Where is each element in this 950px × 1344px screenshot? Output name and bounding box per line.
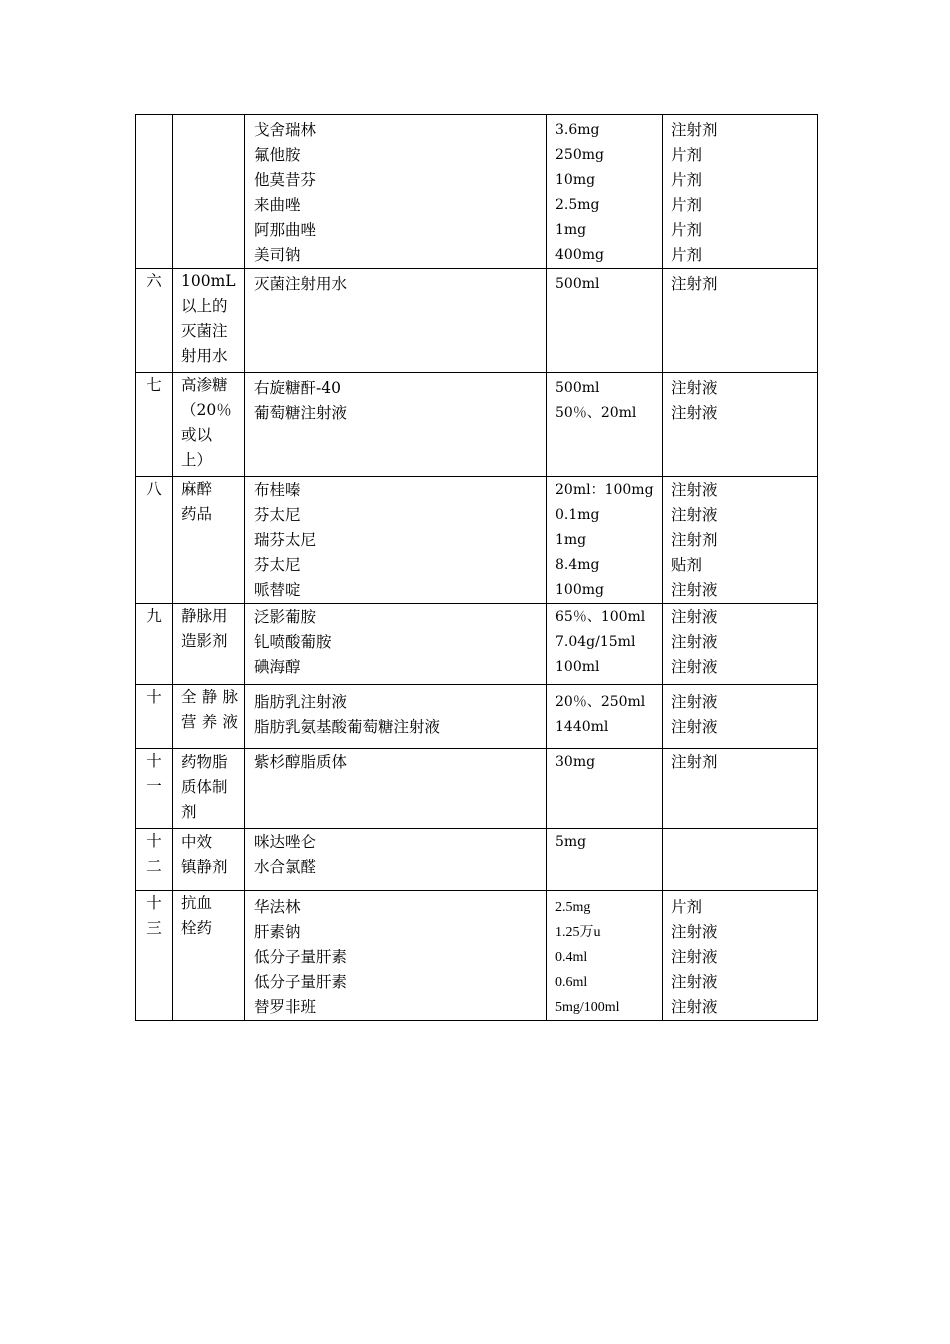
- drug-spec-cell: [547, 373, 663, 477]
- drug-form-cell: [663, 829, 818, 891]
- row-number-cell: [136, 604, 173, 685]
- drug-spec: 5mg: [555, 834, 587, 850]
- category-label: （20％: [181, 401, 232, 419]
- drug-name: 阿那曲唑: [254, 221, 317, 239]
- drug-name: 华法林: [254, 898, 301, 916]
- row-number: 八: [146, 480, 162, 498]
- drug-form-cell: [663, 891, 818, 1021]
- drug-name-cell: [245, 269, 547, 373]
- row-number: 十三: [146, 894, 162, 937]
- drug-name: 脂肪乳注射液: [254, 693, 348, 711]
- dosage-form: 注射剂: [671, 753, 718, 771]
- drug-spec: 0.6ml: [555, 975, 588, 990]
- category-label: 静脉用: [181, 607, 228, 625]
- drug-spec: 1440ml: [555, 719, 609, 735]
- dosage-form: 注射液: [671, 379, 718, 397]
- category-label: 镇静剂: [181, 858, 228, 876]
- dosage-form: 注射剂: [671, 275, 718, 293]
- drug-spec: 100ml: [555, 659, 600, 675]
- drug-form-cell: [663, 269, 818, 373]
- row-number-cell: [136, 891, 173, 1021]
- dosage-form: 注射剂: [671, 121, 718, 139]
- category-cell: [173, 749, 245, 829]
- dosage-form: 片剂: [671, 221, 703, 239]
- table-row: [136, 269, 818, 373]
- row-number: 六: [146, 272, 162, 290]
- category-label: 药品: [181, 505, 213, 523]
- drug-spec: 1mg: [555, 532, 587, 548]
- table-row: [136, 685, 818, 749]
- drug-name: 美司钠: [254, 246, 301, 264]
- dosage-form: 贴剂: [671, 556, 703, 574]
- table-row: [136, 115, 818, 269]
- drug-name: 泛影葡胺: [254, 608, 317, 626]
- drug-spec: 20ml：100mg: [555, 482, 654, 498]
- drug-name-cell: [245, 685, 547, 749]
- table-row: [136, 477, 818, 604]
- drug-spec-cell: [547, 829, 663, 891]
- drug-table: [135, 114, 818, 1021]
- drug-name-cell: [245, 373, 547, 477]
- drug-spec-cell: [547, 115, 663, 269]
- table-row: [136, 749, 818, 829]
- drug-spec: 0.4ml: [555, 950, 588, 965]
- drug-spec: 30mg: [555, 754, 596, 770]
- dosage-form: 注射液: [671, 998, 718, 1016]
- drug-name: 戈舍瑞林: [254, 121, 317, 139]
- drug-spec-cell: [547, 477, 663, 604]
- dosage-form: 注射液: [671, 608, 718, 626]
- drug-name: 芬太尼: [254, 556, 301, 574]
- drug-name: 替罗非班: [254, 998, 317, 1016]
- drug-spec: 8.4mg: [555, 557, 600, 573]
- row-number-cell: [136, 373, 173, 477]
- drug-form-cell: [663, 477, 818, 604]
- drug-spec: 500ml: [555, 276, 600, 292]
- category-label: 营养液: [181, 713, 238, 731]
- row-number-cell: [136, 685, 173, 749]
- drug-name-cell: [245, 829, 547, 891]
- category-label: 或以: [181, 426, 213, 444]
- row-number: [136, 115, 172, 140]
- drug-spec: 1mg: [555, 222, 587, 238]
- drug-name: 芬太尼: [254, 506, 301, 524]
- dosage-form: 片剂: [671, 146, 703, 164]
- dosage-form: 注射液: [671, 973, 718, 991]
- row-number-cell: [136, 829, 173, 891]
- drug-name: 脂肪乳氨基酸葡萄糖注射液: [254, 718, 441, 736]
- drug-name: 布桂嗪: [254, 481, 301, 499]
- category-label: 100mL: [181, 272, 236, 290]
- drug-form-cell: [663, 685, 818, 749]
- row-number-cell: [136, 477, 173, 604]
- category-label: 质体制: [181, 778, 228, 796]
- drug-spec: 0.1mg: [555, 507, 600, 523]
- drug-name-cell: [245, 891, 547, 1021]
- drug-form-cell: [663, 373, 818, 477]
- drug-name: 哌替啶: [254, 581, 301, 599]
- category-label: 抗血: [181, 894, 213, 912]
- category-label: 中效: [181, 833, 213, 851]
- dosage-form: 片剂: [671, 898, 703, 916]
- dosage-form: 片剂: [671, 246, 703, 264]
- category-label: 射用水: [181, 347, 228, 365]
- dosage-form: 注射液: [671, 633, 718, 651]
- category-cell: [173, 115, 245, 269]
- table-row: [136, 891, 818, 1021]
- drug-name: 瑞芬太尼: [254, 531, 317, 549]
- drug-name: 葡萄糖注射液: [254, 404, 348, 422]
- drug-spec-cell: [547, 604, 663, 685]
- dosage-form: 注射液: [671, 506, 718, 524]
- category-label: 麻醉: [181, 480, 213, 498]
- drug-name: 来曲唑: [254, 196, 301, 214]
- drug-spec: 250mg: [555, 147, 604, 163]
- category-cell: [173, 685, 245, 749]
- dosage-form: 注射液: [671, 658, 718, 676]
- row-number: 九: [146, 607, 162, 625]
- drug-spec: 500ml: [555, 380, 600, 396]
- category-label: 全静脉: [181, 688, 238, 706]
- drug-spec: 2.5mg: [555, 197, 600, 213]
- drug-name-cell: [245, 749, 547, 829]
- drug-spec: 65％、100ml: [555, 609, 646, 625]
- drug-spec: 100mg: [555, 582, 604, 598]
- drug-spec: 7.04g/15ml: [555, 634, 636, 650]
- drug-spec: 400mg: [555, 247, 604, 263]
- category-label: 栓药: [181, 919, 213, 937]
- category-label: 高渗糖: [181, 376, 228, 394]
- drug-spec-cell: [547, 269, 663, 373]
- category-cell: [173, 269, 245, 373]
- drug-name: 肝素钠: [254, 923, 301, 941]
- drug-name: 他莫昔芬: [254, 171, 317, 189]
- row-number-cell: [136, 749, 173, 829]
- drug-name: 紫杉醇脂质体: [254, 753, 348, 771]
- drug-name-cell: [245, 604, 547, 685]
- row-number-cell: [136, 269, 173, 373]
- category-cell: [173, 891, 245, 1021]
- drug-spec: 2.5mg: [555, 900, 591, 915]
- drug-form-cell: [663, 115, 818, 269]
- drug-spec: 10mg: [555, 172, 596, 188]
- drug-spec-cell: [547, 891, 663, 1021]
- category-label: 以上的: [181, 297, 228, 315]
- category-label: 灭菌注: [181, 322, 228, 340]
- category-label: 药物脂: [181, 753, 228, 771]
- category-cell: [173, 373, 245, 477]
- category-label: 剂: [181, 803, 197, 821]
- table-row: [136, 604, 818, 685]
- drug-form-cell: [663, 749, 818, 829]
- dosage-form: 注射液: [671, 404, 718, 422]
- dosage-form: 片剂: [671, 171, 703, 189]
- drug-spec: 50％、20ml: [555, 405, 637, 421]
- dosage-form: 注射液: [671, 718, 718, 736]
- row-number: 十二: [146, 832, 162, 875]
- category-cell: [173, 477, 245, 604]
- drug-spec: 20％、250ml: [555, 694, 646, 710]
- row-number: 十: [146, 688, 162, 706]
- drug-name: 氟他胺: [254, 146, 301, 164]
- category-label: 造影剂: [181, 632, 228, 650]
- drug-spec-cell: [547, 749, 663, 829]
- category-label: 上）: [181, 451, 213, 469]
- drug-name: 灭菌注射用水: [254, 275, 348, 293]
- table-row: [136, 373, 818, 477]
- dosage-form: 注射液: [671, 948, 718, 966]
- drug-table-body: [136, 115, 818, 1021]
- drug-name: 水合氯醛: [254, 858, 317, 876]
- drug-spec: 1.25万u: [555, 925, 601, 940]
- category-cell: [173, 829, 245, 891]
- drug-name: 右旋糖酐-40: [254, 379, 341, 397]
- drug-form-cell: [663, 604, 818, 685]
- dosage-form: 注射液: [671, 923, 718, 941]
- dosage-form: 片剂: [671, 196, 703, 214]
- row-number-cell: [136, 115, 173, 269]
- drug-spec: 3.6mg: [555, 122, 600, 138]
- row-number: 十一: [146, 752, 162, 795]
- drug-spec: 5mg/100ml: [555, 1000, 620, 1015]
- drug-name: 低分子量肝素: [254, 973, 348, 991]
- category-cell: [173, 604, 245, 685]
- dosage-form: 注射剂: [671, 531, 718, 549]
- drug-name: 钆喷酸葡胺: [254, 633, 332, 651]
- drug-name: 咪达唑仑: [254, 833, 317, 851]
- drug-name: 低分子量肝素: [254, 948, 348, 966]
- dosage-form: 注射液: [671, 581, 718, 599]
- drug-spec-cell: [547, 685, 663, 749]
- drug-name: 碘海醇: [254, 658, 301, 676]
- dosage-form: 注射液: [671, 693, 718, 711]
- drug-name-cell: [245, 115, 547, 269]
- drug-name-cell: [245, 477, 547, 604]
- table-row: [136, 829, 818, 891]
- dosage-form: 注射液: [671, 481, 718, 499]
- row-number: 七: [146, 376, 162, 394]
